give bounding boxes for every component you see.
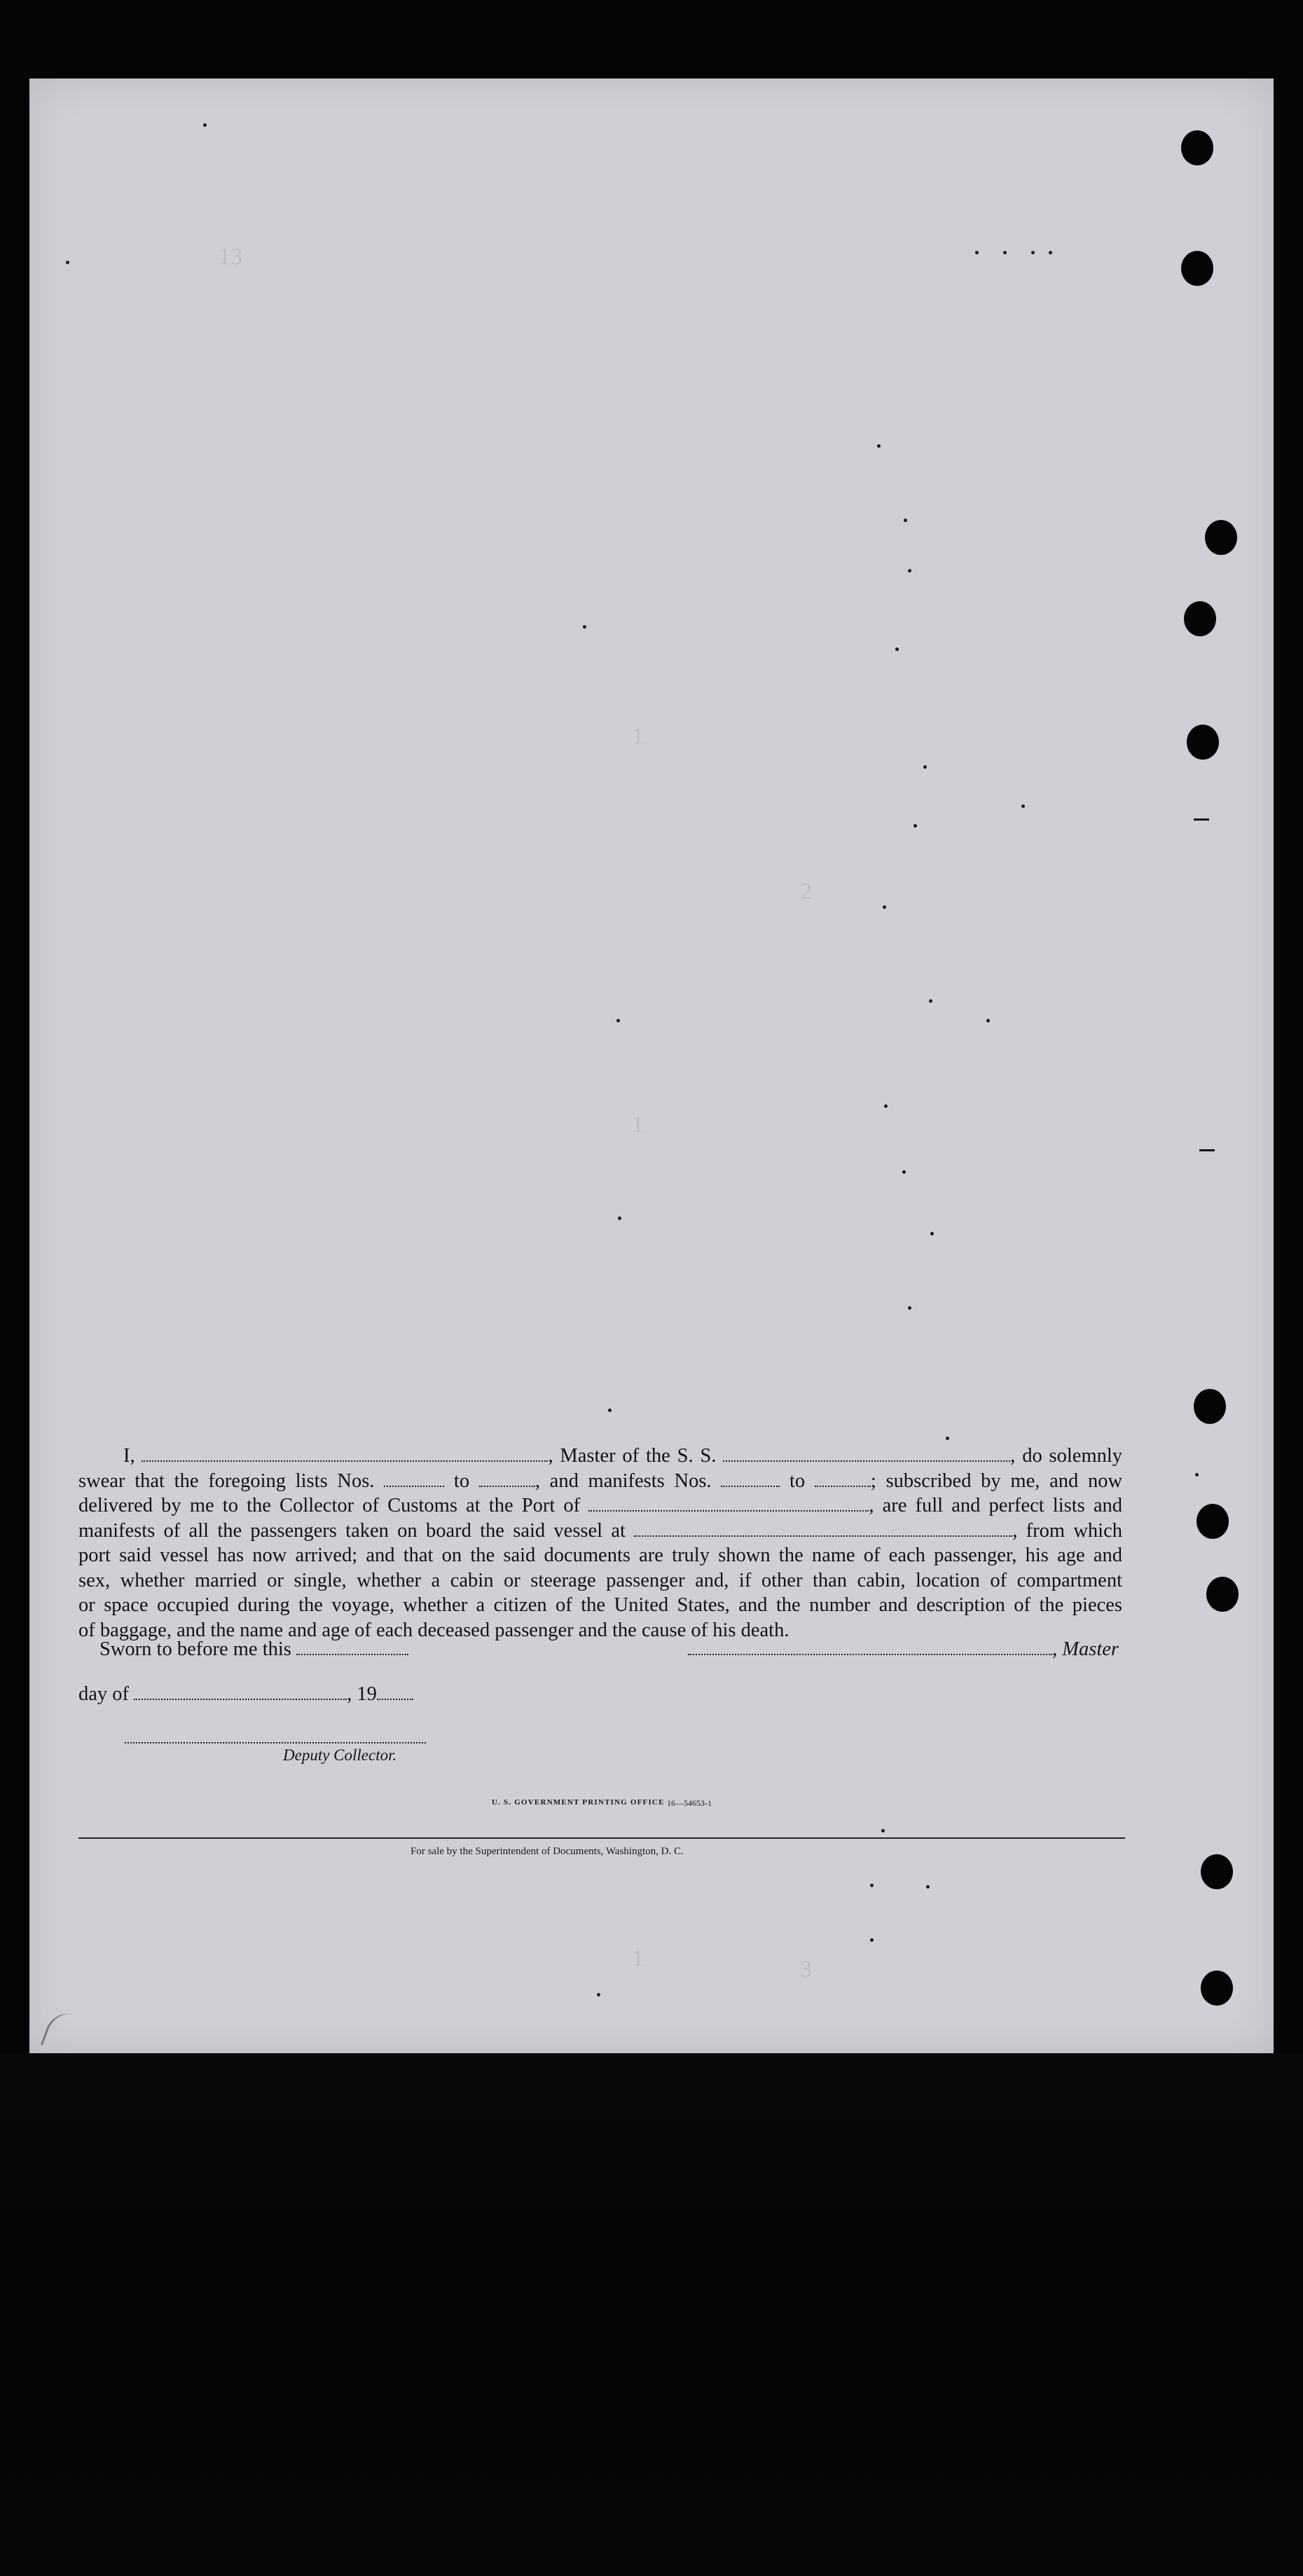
printer-imprint: U. S. GOVERNMENT PRINTING OFFICE [492,1798,665,1807]
ship-name-blank[interactable] [723,1445,1010,1462]
speck [870,1938,874,1942]
list-to-blank[interactable] [479,1470,535,1487]
speck [926,1885,930,1889]
form-number: 16—54653-1 [667,1798,712,1808]
month-blank[interactable] [134,1683,347,1700]
oath-line: or space occupied during the voyage, whether a citizen of the United States, and the number and description of the pieces [78,1594,1122,1616]
speck [1195,1473,1199,1477]
speck [895,648,899,651]
speck [884,1104,888,1108]
speck [923,765,927,769]
sworn-statement: Sworn to before me this [99,1638,408,1661]
margin-mark [1194,818,1209,821]
speck [618,1217,621,1220]
speck [66,261,69,264]
bleed-through-text: 13 [219,244,242,270]
footer-rule [78,1837,1125,1839]
year-blank[interactable] [377,1683,413,1700]
speck [1003,251,1007,254]
film-margin-top [0,0,1303,78]
list-from-blank[interactable] [384,1470,444,1487]
deputy-signature-blank[interactable] [125,1742,426,1743]
bleed-through-text: 3 [800,1957,812,1982]
bleed-through-text: 1 [632,723,644,749]
day-of-line: day of , 19 [78,1683,413,1706]
oath-line: delivered by me to the Collector of Customs at the Port of , are full and perfect lists and [78,1495,1123,1516]
speck [1049,251,1052,254]
speck [986,1019,990,1022]
manifest-page [29,78,1274,2053]
speck [616,1019,620,1022]
speck [904,519,907,522]
speck [881,1829,885,1832]
film-margin-bottom [0,2053,1303,2576]
oath-line: manifests of all the passengers taken on board the said vessel at , from which [78,1519,1122,1542]
bleed-through-text: 1 [632,1945,644,1971]
sworn-date-blank[interactable] [296,1638,408,1655]
departure-port-blank[interactable] [634,1520,1012,1537]
oath-line: I, , Master of the S. S. , do solemnly [123,1445,1123,1467]
punch-hole [1181,251,1213,286]
deputy-collector-label: Deputy Collector. [283,1746,397,1764]
punch-hole [1197,1504,1229,1539]
punch-hole [1181,130,1213,165]
name-blank[interactable] [142,1445,548,1462]
speck [583,625,586,629]
punch-hole [1201,1971,1233,2006]
speck [946,1437,949,1440]
speck [1031,251,1035,254]
margin-mark [1199,1149,1215,1151]
oath-line: sex, whether married or single, whether a cabin or steerage passenger and, if other than cabin, location of compartment [78,1569,1122,1591]
speck [870,1884,874,1887]
punch-hole [1194,1389,1226,1424]
punch-hole [1201,1854,1233,1889]
punch-hole [1184,601,1216,636]
speck [929,999,932,1003]
punch-hole [1205,520,1237,555]
master-signature-line: , Master [688,1638,1119,1661]
speck [914,824,917,828]
speck [975,251,979,254]
speck [930,1232,934,1235]
speck [883,905,886,909]
oath-line: swear that the foregoing lists Nos. to , and manifests Nos. to ; subscribed by me, and now [78,1469,1123,1492]
oath-line: port said vessel has now arrived; and that on the said documents are truly shown the name of each passenger, his age and [78,1544,1122,1566]
bleed-through-text: 1 [632,1111,644,1137]
speck [608,1409,612,1412]
oath-paragraph [78,1444,1122,1643]
manifest-to-blank[interactable] [815,1470,871,1487]
port-blank[interactable] [588,1495,869,1512]
punch-hole [1206,1577,1239,1612]
speck [908,1306,911,1310]
for-sale-note: For sale by the Superintendent of Documents, Washington, D. C. [411,1846,684,1857]
speck [1021,804,1025,808]
manifest-from-blank[interactable] [721,1470,780,1487]
speck [908,569,911,573]
bleed-through-text: 2 [800,879,812,905]
oath-line: of baggage, and the name and age of each deceased passenger and the cause of his death. [78,1619,790,1641]
corner-mark [41,2008,88,2057]
speck [902,1170,906,1174]
master-signature-blank[interactable] [688,1638,1052,1655]
speck [597,1993,600,1996]
speck [877,444,881,448]
punch-hole [1187,725,1219,760]
speck [203,123,207,127]
